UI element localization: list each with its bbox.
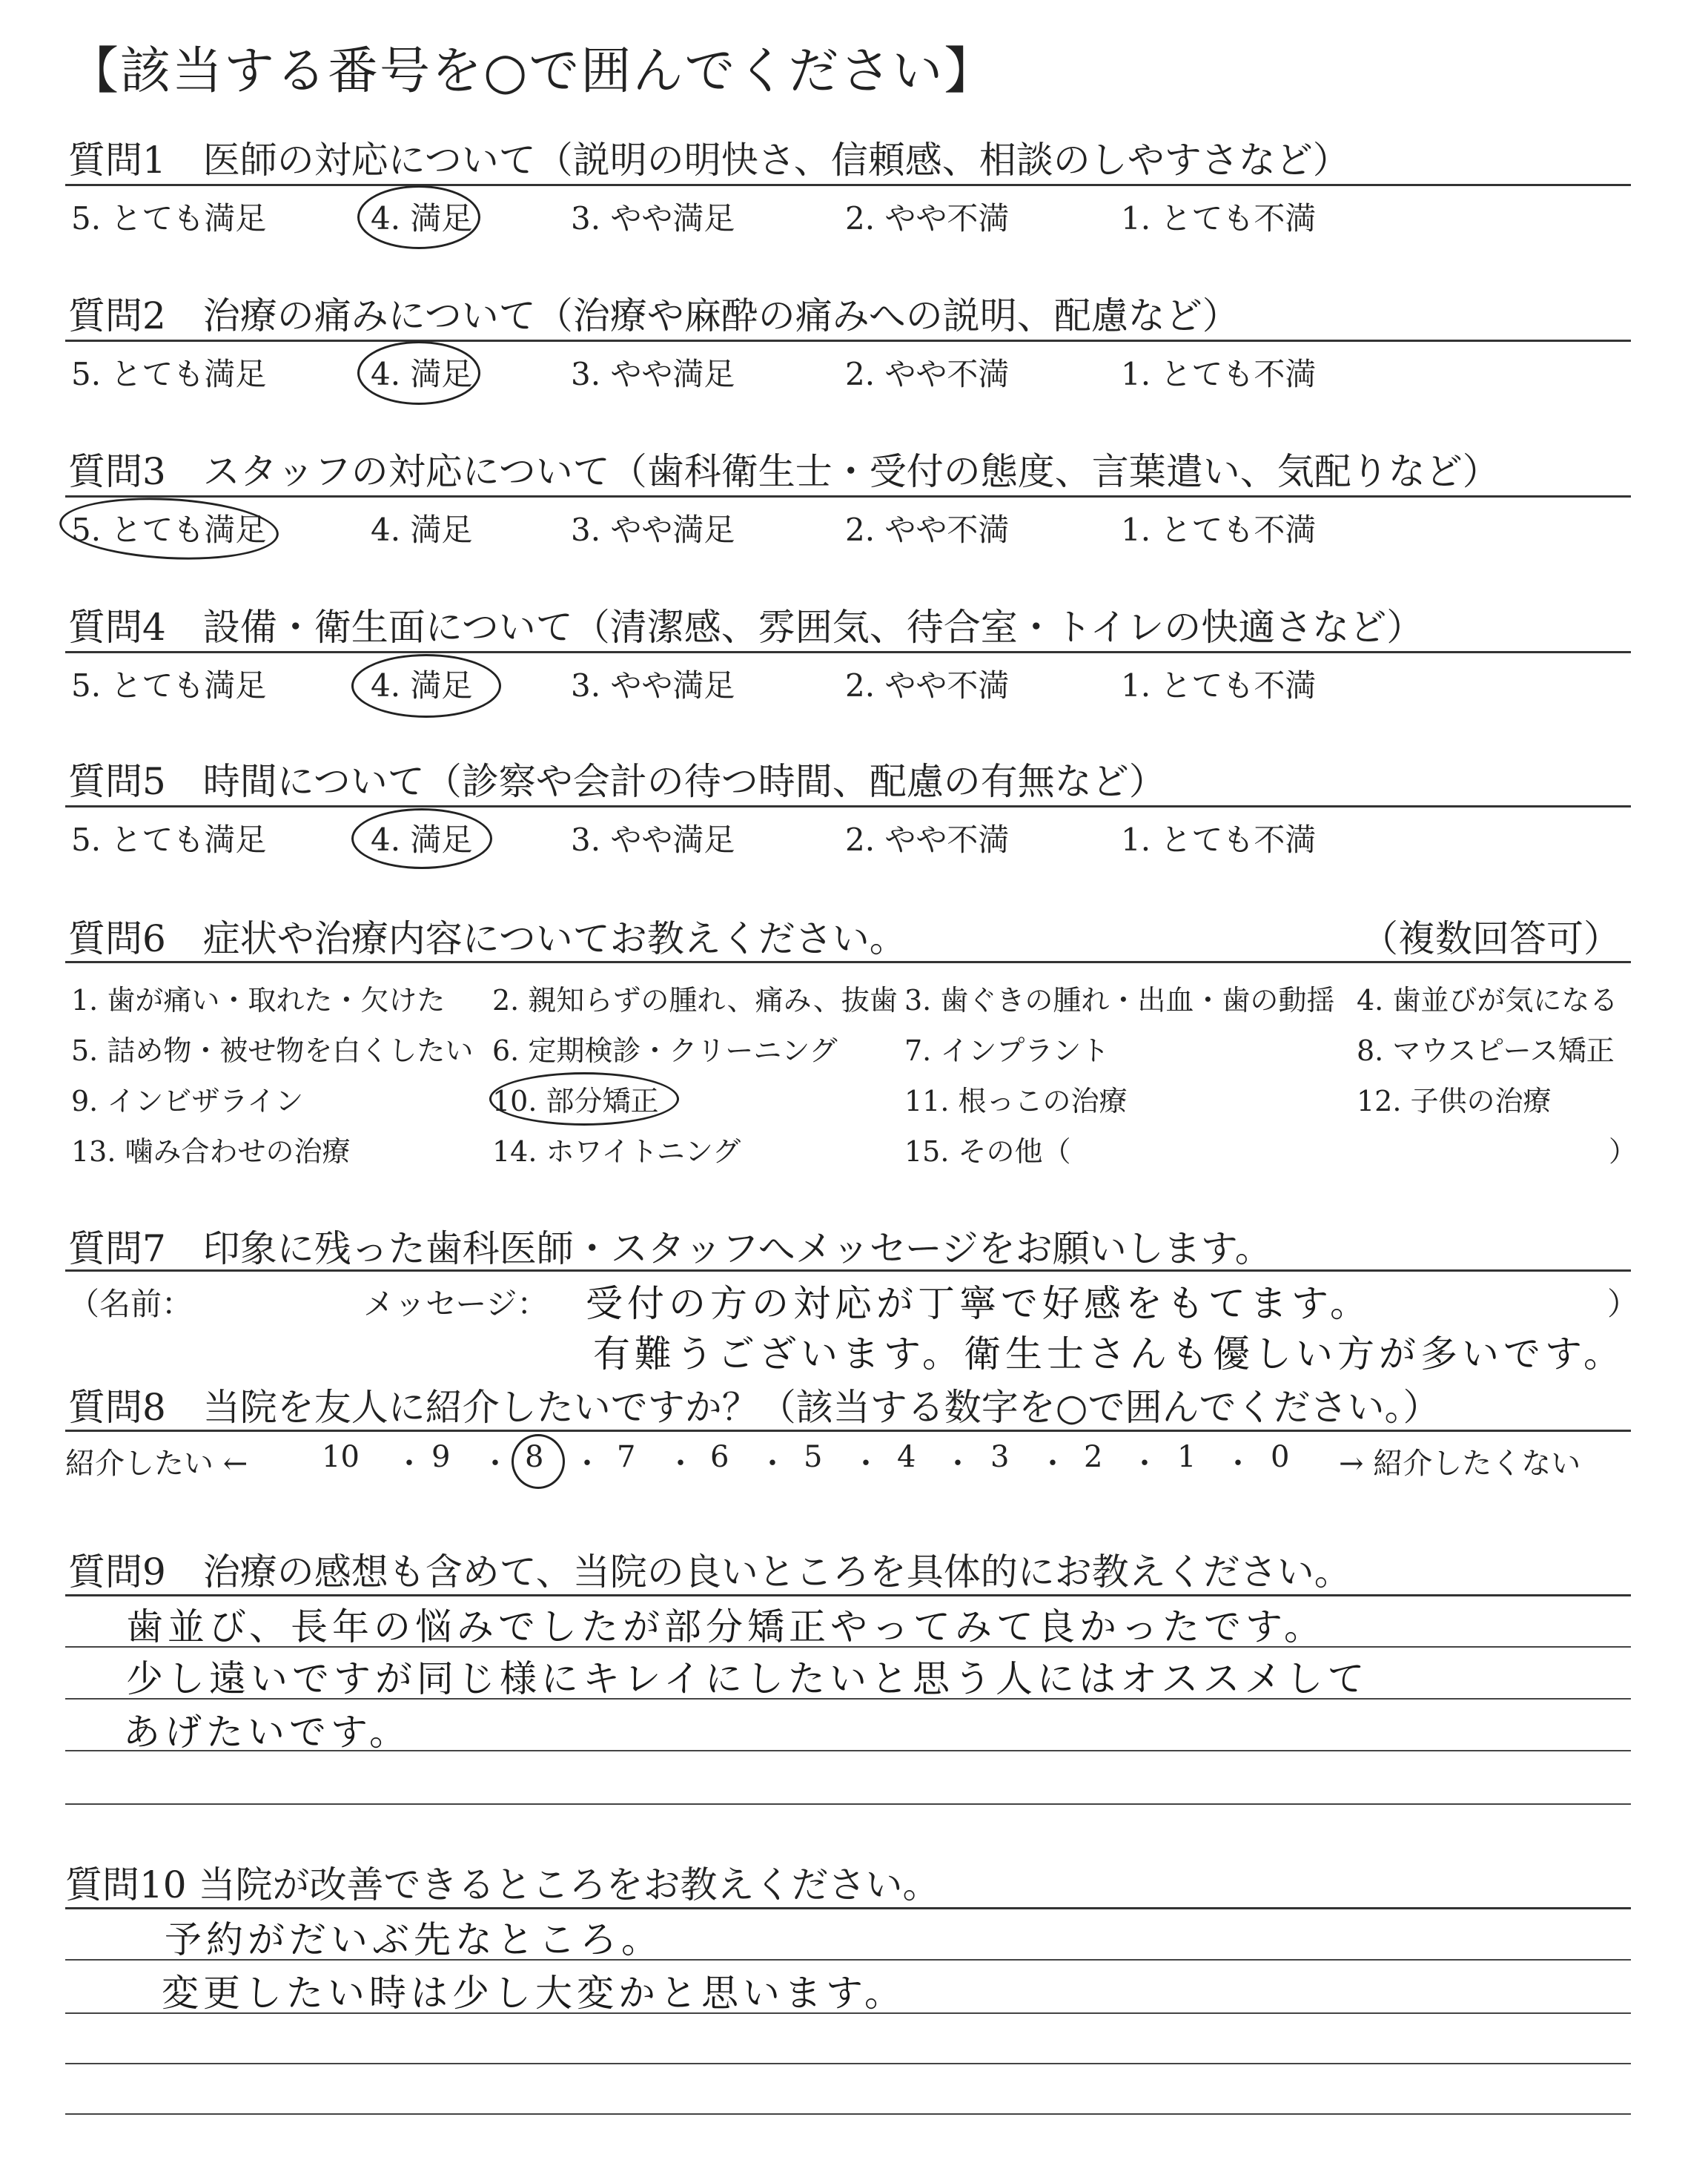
q6-option-15-close: ） — [1609, 1135, 1638, 1168]
question-6-title: 質問6 症状や治療内容についてお教えください。 — [68, 917, 907, 960]
q8-sep-9: ・ — [1130, 1447, 1159, 1481]
q8-sep-7: ・ — [943, 1447, 973, 1481]
q7-close-paren: ） — [1607, 1286, 1639, 1322]
q1-option-1[interactable]: 1. とても不満 — [1121, 200, 1317, 237]
question-8-title: 質問8 当院を友人に紹介したいですか？（該当する数字を○で囲んでください。） — [68, 1386, 1440, 1429]
q7-message-label: メッセージ： — [363, 1286, 549, 1322]
q6-option-3[interactable]: 3. 歯ぐきの腫れ・出血・歯の動揺 — [904, 984, 1335, 1017]
question-10-title: 質問10 当院が改善できるところをお教えください。 — [65, 1863, 940, 1906]
q9-answer-line-3: あげたいです。 — [123, 1711, 411, 1754]
q9-line-4 — [65, 1803, 1631, 1805]
question-1-divider — [65, 184, 1631, 186]
q10-line-1 — [65, 1959, 1631, 1961]
q9-answer-line-2: 少し遠いですが同じ様にキレイにしたいと思う人にはオススメして — [126, 1657, 1369, 1700]
q7-message-line-1: 受付の方の対応が丁寧で好感をもてます。 — [586, 1282, 1371, 1325]
q8-scale-0[interactable]: 0 — [1271, 1440, 1290, 1474]
q8-sep-4: ・ — [666, 1447, 695, 1481]
question-5-divider — [65, 805, 1631, 807]
q8-scale-10[interactable]: 10 — [322, 1440, 360, 1474]
q10-answer-line-2: 変更したい時は少し大変かと思います。 — [162, 1972, 906, 2015]
q1-option-5[interactable]: 5. とても満足 — [71, 200, 267, 237]
q1-option-4[interactable]: 4. 満足 — [371, 200, 473, 237]
q3-option-2[interactable]: 2. やや不満 — [845, 512, 1010, 548]
question-2-title: 質問2 治療の痛みについて（治療や麻酔の痛みへの説明、配慮など） — [68, 294, 1239, 337]
q1-option-3[interactable]: 3. やや満足 — [571, 200, 735, 237]
q8-scale-8[interactable]: 8 — [525, 1440, 544, 1474]
q6-option-4[interactable]: 4. 歯並びが気になる — [1357, 984, 1618, 1017]
question-9-divider — [65, 1594, 1631, 1596]
q3-option-5[interactable]: 5. とても満足 — [71, 512, 267, 548]
q8-sep-5: ・ — [758, 1447, 787, 1481]
q3-selected-circle — [58, 492, 280, 564]
q8-right-label: → 紹介したくない — [1339, 1447, 1581, 1481]
q6-option-14[interactable]: 14. ホワイトニング — [492, 1135, 741, 1168]
question-7-title: 質問7 印象に残った歯科医師・スタッフへメッセージをお願いします。 — [68, 1227, 1272, 1270]
q8-scale-3[interactable]: 3 — [990, 1440, 1010, 1474]
q5-option-4[interactable]: 4. 満足 — [371, 822, 473, 858]
q10-line-3 — [65, 2063, 1631, 2064]
question-1-title: 質問1 医師の対応について（説明の明快さ、信頼感、相談のしやすさなど） — [68, 139, 1350, 182]
q8-scale-4[interactable]: 4 — [897, 1440, 916, 1474]
q6-option-13[interactable]: 13. 噛み合わせの治療 — [71, 1135, 351, 1168]
question-3-divider — [65, 495, 1631, 498]
q3-option-3[interactable]: 3. やや満足 — [571, 512, 735, 548]
question-6-note: （複数回答可） — [1361, 917, 1621, 960]
form-title: 【該当する番号を○で囲んでください】 — [68, 42, 996, 101]
question-4-divider — [65, 651, 1631, 653]
q10-line-4 — [65, 2113, 1631, 2115]
q5-option-3[interactable]: 3. やや満足 — [571, 822, 735, 858]
q8-left-label: 紹介したい ← — [65, 1447, 248, 1481]
q2-option-4[interactable]: 4. 満足 — [371, 356, 473, 392]
q8-sep-1: ・ — [394, 1447, 424, 1481]
q6-option-15[interactable]: 15. その他（ — [904, 1135, 1071, 1168]
q5-selected-circle — [351, 808, 492, 869]
q6-option-6[interactable]: 6. 定期検診・クリーニング — [492, 1034, 838, 1067]
q8-sep-3: ・ — [572, 1447, 602, 1481]
q7-name-label: （名前： — [68, 1286, 193, 1322]
question-6-divider — [65, 961, 1631, 963]
q7-message-line-2: 有難うございます。衛生士さんも優しい方が多いです。 — [593, 1332, 1625, 1375]
q8-sep-10: ・ — [1223, 1447, 1253, 1481]
q8-scale-5[interactable]: 5 — [804, 1440, 823, 1474]
q6-option-8[interactable]: 8. マウスピース矯正 — [1357, 1034, 1615, 1067]
q8-scale-1[interactable]: 1 — [1177, 1440, 1196, 1474]
q4-option-1[interactable]: 1. とても不満 — [1121, 667, 1317, 704]
q10-answer-line-1: 予約がだいぶ先なところ。 — [165, 1918, 663, 1961]
q6-option-10[interactable]: 10. 部分矯正 — [492, 1085, 659, 1117]
q5-option-2[interactable]: 2. やや不満 — [845, 822, 1010, 858]
q4-option-2[interactable]: 2. やや不満 — [845, 667, 1010, 704]
q9-line-3 — [65, 1750, 1631, 1751]
q8-scale-9[interactable]: 9 — [431, 1440, 451, 1474]
q2-selected-circle — [357, 341, 480, 405]
q8-scale-2[interactable]: 2 — [1084, 1440, 1103, 1474]
q8-sep-2: ・ — [480, 1447, 510, 1481]
q6-option-12[interactable]: 12. 子供の治療 — [1357, 1085, 1552, 1117]
q4-option-4[interactable]: 4. 満足 — [371, 667, 473, 704]
q5-option-5[interactable]: 5. とても満足 — [71, 822, 267, 858]
q9-line-1 — [65, 1646, 1631, 1648]
q10-line-2 — [65, 2012, 1631, 2014]
q6-option-1[interactable]: 1. 歯が痛い・取れた・欠けた — [71, 984, 446, 1017]
q8-sep-8: ・ — [1038, 1447, 1068, 1481]
q2-option-1[interactable]: 1. とても不満 — [1121, 356, 1317, 392]
q6-option-11[interactable]: 11. 根っこの治療 — [904, 1085, 1128, 1117]
question-10-divider — [65, 1907, 1631, 1909]
q2-option-2[interactable]: 2. やや不満 — [845, 356, 1010, 392]
question-8-divider — [65, 1430, 1631, 1432]
question-9-title: 質問9 治療の感想も含めて、当院の良いところを具体的にお教えください。 — [68, 1550, 1351, 1593]
q6-option-2[interactable]: 2. 親知らずの腫れ、痛み、抜歯 — [492, 984, 898, 1017]
q8-scale-6[interactable]: 6 — [710, 1440, 729, 1474]
question-7-divider — [65, 1269, 1631, 1272]
q8-scale-7[interactable]: 7 — [617, 1440, 636, 1474]
q1-selected-circle — [357, 185, 480, 249]
question-4-title: 質問4 設備・衛生面について（清潔感、雰囲気、待合室・トイレの快適さなど） — [68, 606, 1424, 649]
q2-option-3[interactable]: 3. やや満足 — [571, 356, 735, 392]
q9-line-2 — [65, 1698, 1631, 1700]
q5-option-1[interactable]: 1. とても不満 — [1121, 822, 1317, 858]
q6-option-9[interactable]: 9. インビザライン — [71, 1085, 304, 1117]
question-2-divider — [65, 340, 1631, 342]
q3-option-4[interactable]: 4. 満足 — [371, 512, 473, 548]
q3-option-1[interactable]: 1. とても不満 — [1121, 512, 1317, 548]
q6-option-7[interactable]: 7. インプラント — [904, 1034, 1110, 1067]
q1-option-2[interactable]: 2. やや不満 — [845, 200, 1010, 237]
q8-sep-6: ・ — [851, 1447, 881, 1481]
q4-selected-circle — [351, 654, 501, 718]
q2-option-5[interactable]: 5. とても満足 — [71, 356, 267, 392]
q4-option-5[interactable]: 5. とても満足 — [71, 667, 267, 704]
q6-selected-circle — [489, 1072, 679, 1126]
q4-option-3[interactable]: 3. やや満足 — [571, 667, 735, 704]
question-3-title: 質問3 スタッフの対応について（歯科衛生士・受付の態度、言葉遣い、気配りなど） — [68, 450, 1500, 493]
q9-answer-line-1: 歯並び、長年の悩みでしたが部分矯正やってみて良かったです。 — [126, 1605, 1325, 1648]
q6-option-5[interactable]: 5. 詰め物・被せ物を白くしたい — [71, 1034, 474, 1067]
q8-selected-circle — [512, 1434, 565, 1489]
question-5-title: 質問5 時間について（診察や会計の待つ時間、配慮の有無など） — [68, 760, 1166, 803]
